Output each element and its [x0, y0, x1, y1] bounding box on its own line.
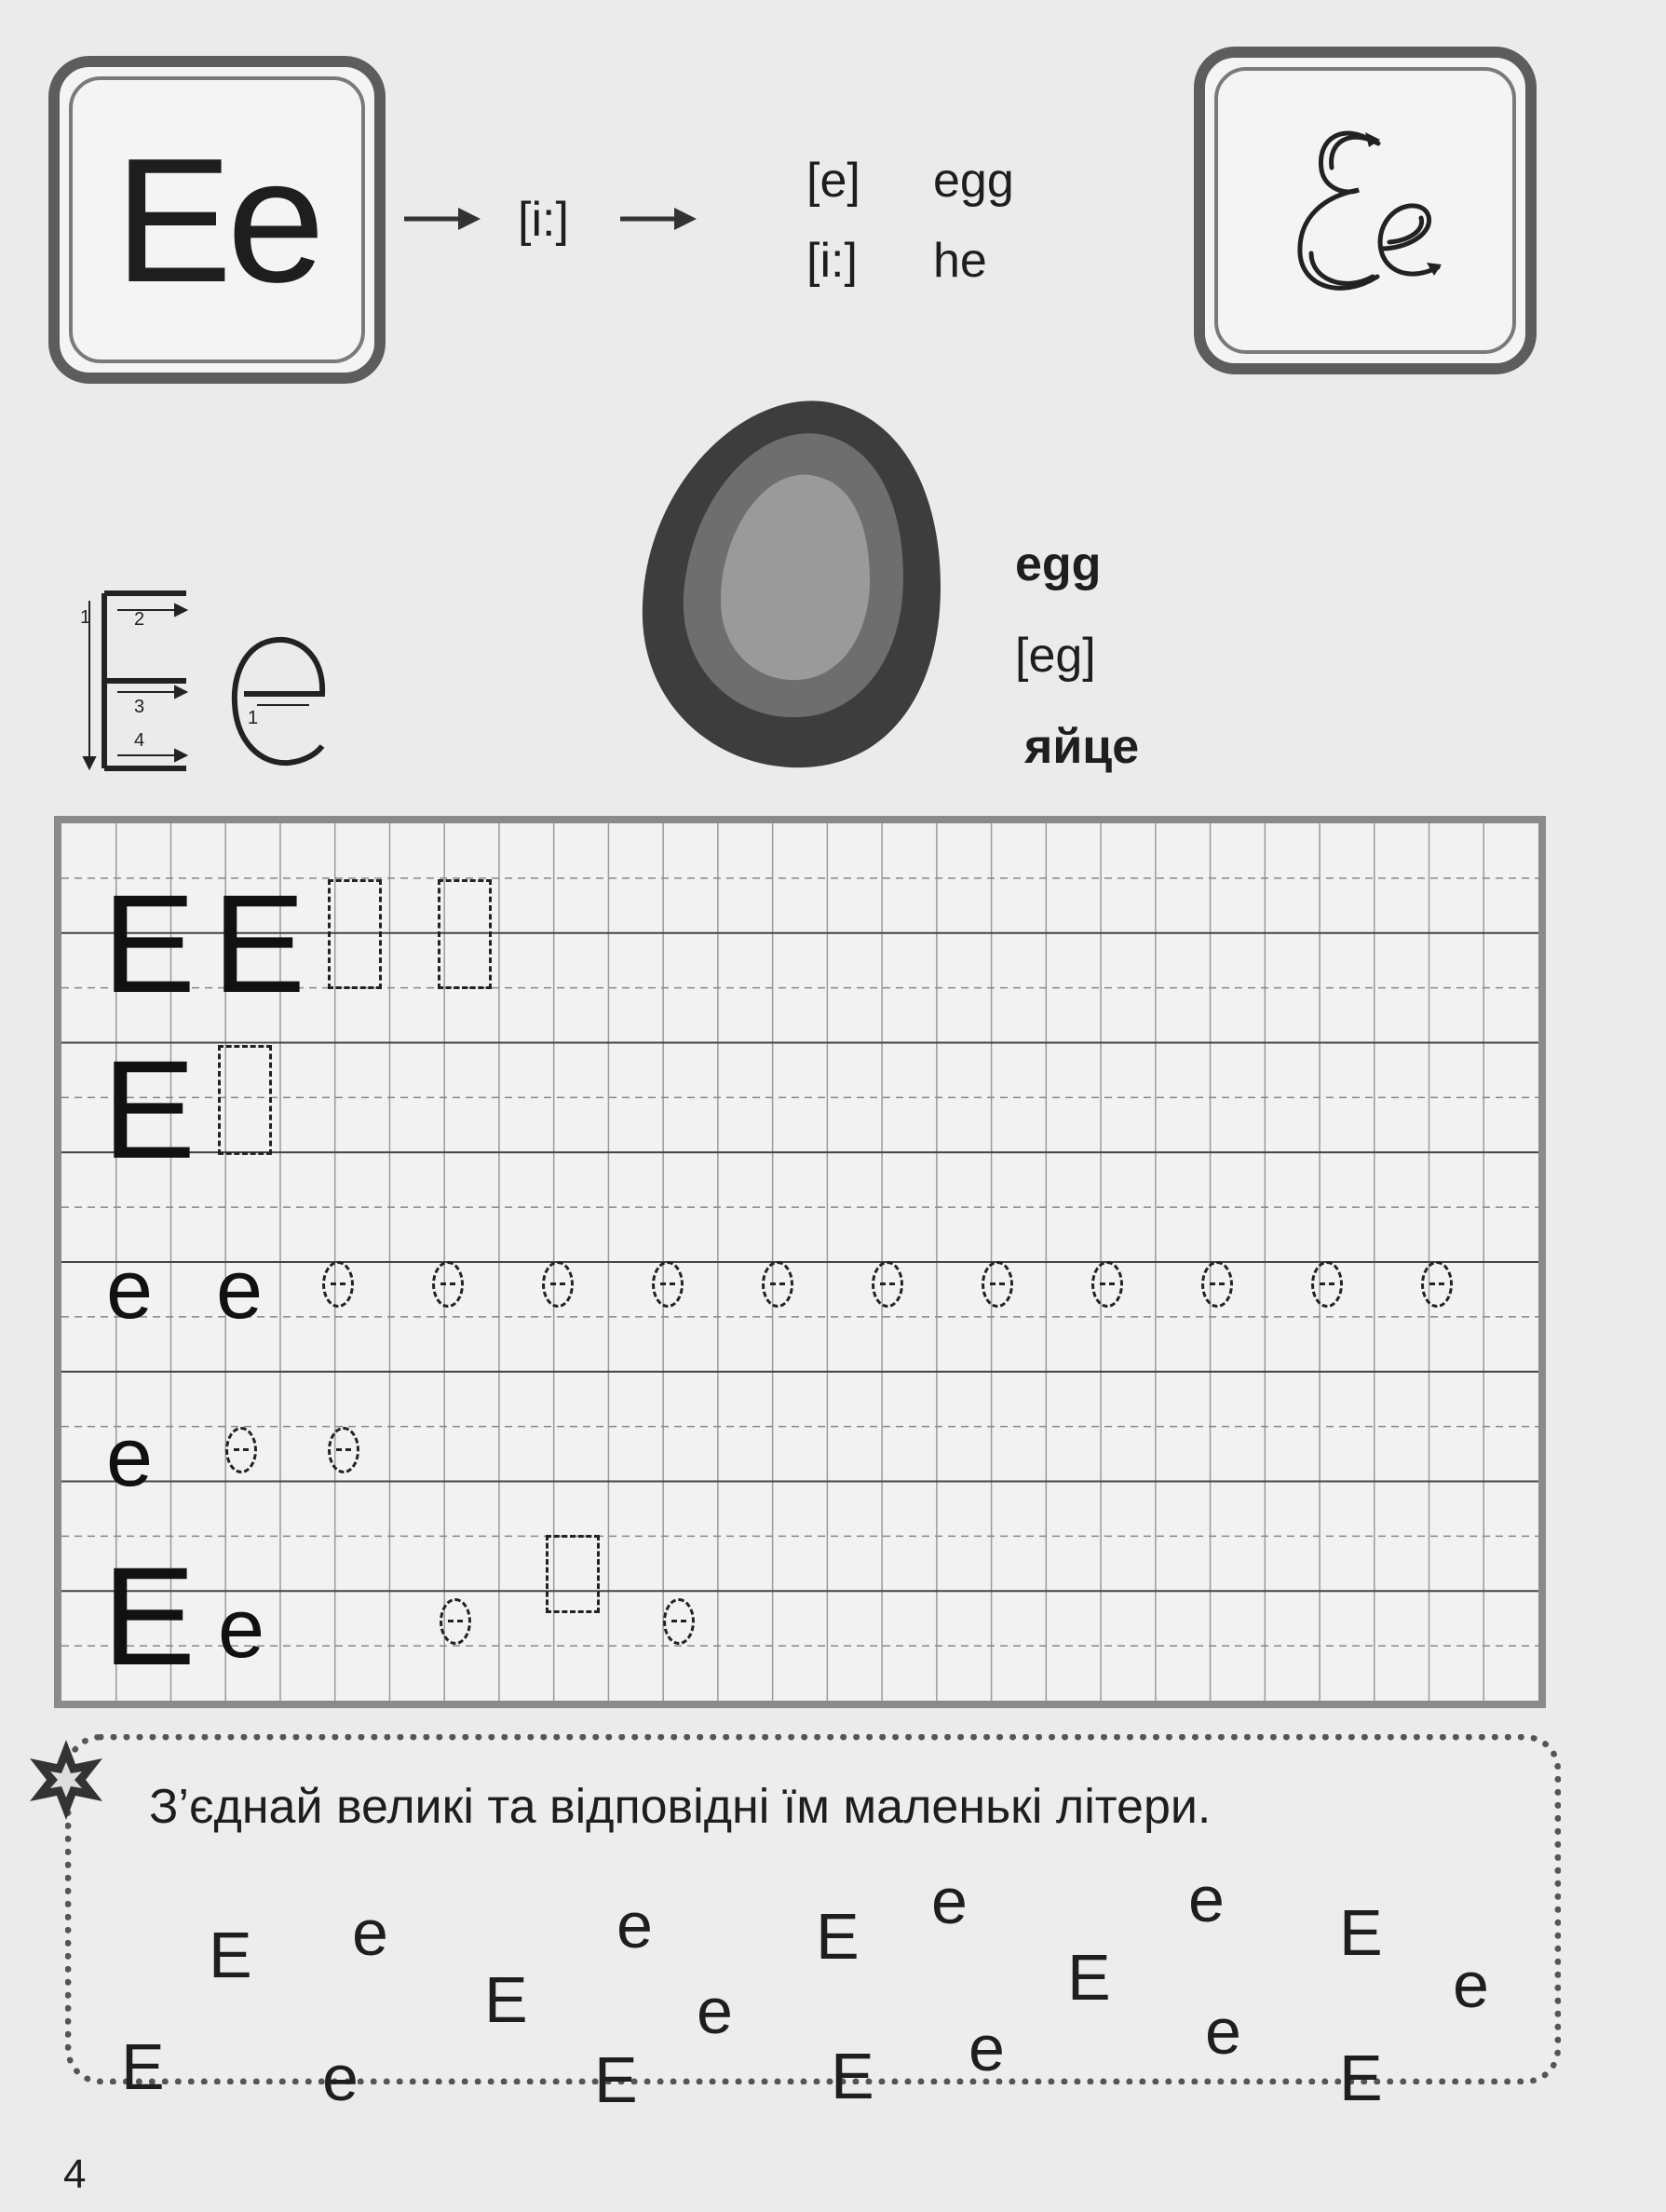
match-letter[interactable]: E [816, 1900, 860, 1973]
stroke-number: 3 [134, 697, 145, 717]
model-letter: e [106, 1411, 154, 1504]
match-letter[interactable]: E [1339, 1896, 1383, 1969]
trace-oval[interactable] [322, 1261, 354, 1308]
print-letters: Ee [114, 122, 320, 319]
egg-transcription: [eg] [1015, 629, 1096, 683]
trace-box[interactable] [328, 879, 382, 989]
match-letter[interactable]: e [1205, 1995, 1241, 2068]
match-letter[interactable]: E [1339, 2042, 1383, 2114]
trace-oval[interactable] [1201, 1261, 1233, 1308]
trace-box[interactable] [218, 1045, 272, 1155]
trace-oval[interactable] [328, 1427, 359, 1473]
egg-word: egg [1015, 537, 1102, 591]
model-letter: E [102, 1031, 196, 1187]
model-letter: e [218, 1582, 265, 1676]
stroke-number: 2 [134, 609, 145, 630]
trace-oval[interactable] [432, 1261, 464, 1308]
trace-oval[interactable] [542, 1261, 574, 1308]
phoneme-center: [i:] [518, 193, 569, 247]
trace-box[interactable] [546, 1535, 600, 1613]
match-letter[interactable]: E [209, 1919, 252, 1991]
stroke-number: 1 [80, 607, 91, 628]
model-letter: E [212, 865, 306, 1022]
model-letter: e [106, 1243, 154, 1337]
trace-oval[interactable] [762, 1261, 793, 1308]
match-letter[interactable]: e [352, 1896, 388, 1969]
trace-oval[interactable] [1421, 1261, 1453, 1308]
trace-oval[interactable] [872, 1261, 903, 1308]
match-letter[interactable]: E [831, 2040, 874, 2112]
stroke-number: 4 [134, 730, 145, 751]
trace-oval[interactable] [652, 1261, 684, 1308]
match-letter[interactable]: E [121, 2030, 165, 2103]
trace-oval[interactable] [982, 1261, 1013, 1308]
trace-box[interactable] [438, 879, 492, 989]
trace-oval[interactable] [663, 1598, 695, 1645]
model-letter: E [102, 865, 196, 1022]
model-letter: e [216, 1243, 264, 1337]
match-letter[interactable]: e [697, 1975, 733, 2047]
model-letter: E [102, 1538, 196, 1694]
phoneme-line2: [i:] [806, 234, 858, 288]
match-letter[interactable]: e [616, 1889, 653, 1961]
stroke-number: 1 [248, 708, 259, 728]
trace-oval[interactable] [225, 1427, 257, 1473]
match-letter[interactable]: e [931, 1865, 968, 1937]
trace-oval[interactable] [440, 1598, 471, 1645]
word-line2: he [933, 234, 987, 288]
match-letter[interactable]: e [1188, 1863, 1225, 1935]
trace-oval[interactable] [1311, 1261, 1343, 1308]
match-letter[interactable]: E [594, 2043, 638, 2116]
star-icon [24, 1738, 108, 1822]
phoneme-line1: [e] [806, 154, 860, 208]
match-letter[interactable]: e [1453, 1948, 1489, 2021]
task-title: З’єднай великі та відповідні їм маленькі літери. [149, 1780, 1212, 1834]
egg-translation: яйце [1024, 720, 1140, 774]
match-letter[interactable]: E [1067, 1941, 1111, 2014]
match-letter[interactable]: E [484, 1963, 528, 2036]
word-line1: egg [933, 154, 1014, 208]
match-letter[interactable]: e [968, 2012, 1005, 2084]
trace-oval[interactable] [1091, 1261, 1123, 1308]
page-number: 4 [63, 2151, 87, 2197]
match-letter[interactable]: e [322, 2042, 359, 2114]
